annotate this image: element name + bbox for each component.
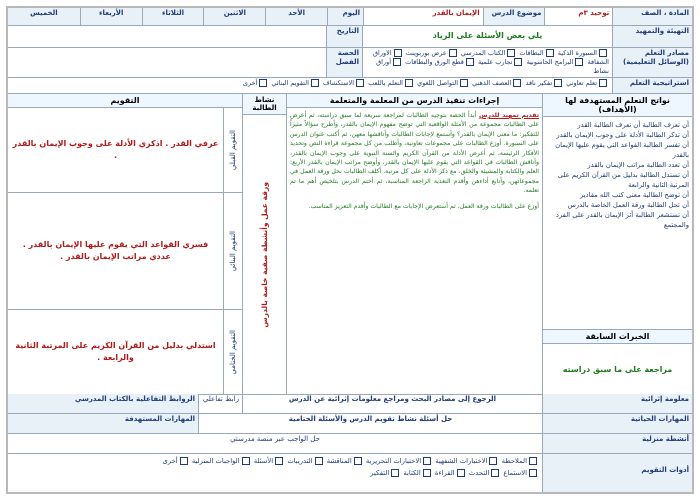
res-item[interactable]: الاوراق الشفافة bbox=[373, 49, 609, 66]
main-body bbox=[8, 94, 692, 395]
tool-item[interactable]: التحدث bbox=[469, 469, 501, 477]
tool-item[interactable]: الاختبارات الشفهية bbox=[435, 457, 499, 465]
info-row bbox=[8, 394, 692, 414]
checkbox-icon bbox=[405, 79, 413, 87]
checkbox-icon bbox=[457, 469, 465, 477]
resources-subtitle: (الوسائل التعليمية) bbox=[623, 58, 689, 66]
strat-item[interactable]: تعلم تعاوني bbox=[566, 79, 609, 87]
topic-label: موضوع الدرس bbox=[483, 8, 545, 25]
interactive-link[interactable]: رابط تفاعلي bbox=[202, 395, 239, 403]
objectives-list bbox=[543, 117, 692, 329]
resources-row bbox=[8, 48, 692, 78]
skills-label: المهارات المستهدفة bbox=[8, 414, 198, 433]
checkbox-icon bbox=[507, 49, 515, 57]
checkbox-icon bbox=[391, 469, 399, 477]
period-labels bbox=[326, 48, 362, 77]
strat-item[interactable]: العصف الذهني bbox=[472, 79, 523, 87]
procedures-column bbox=[286, 94, 542, 394]
checkbox-icon bbox=[394, 49, 402, 57]
intro-row bbox=[8, 26, 692, 48]
tool-item[interactable]: التدريبات bbox=[287, 457, 324, 465]
day-tue: الثلاثاء bbox=[142, 8, 204, 25]
tool-item[interactable]: الكتابة bbox=[403, 469, 432, 477]
grade-value: توحيد ٣م bbox=[544, 8, 612, 25]
day-wed: الأربعاء bbox=[80, 8, 142, 25]
activity-header: نشاط الطالبة bbox=[243, 94, 286, 115]
strat-item[interactable]: التقويم البنائي bbox=[271, 79, 321, 87]
tool-item[interactable]: التفكير bbox=[370, 469, 401, 477]
eval-mid-label: التقويم البنائي bbox=[229, 230, 237, 272]
activity-column bbox=[242, 94, 286, 394]
info-value: الرجوع إلى مصادر البحث ومراجع معلومات إثرائية عن الدرس bbox=[242, 394, 542, 413]
res-item[interactable]: أوراق نشاط bbox=[376, 58, 609, 75]
strategy-list bbox=[8, 78, 612, 93]
eval-pre bbox=[8, 108, 242, 193]
eval-tools-row bbox=[8, 454, 692, 492]
res-item[interactable]: السبورة الذكية bbox=[558, 49, 609, 57]
topic-value: الإيمان بالقدر bbox=[363, 8, 483, 25]
eval-post-text: استدلي بدليل من القرآن الكريم على المرتبة الثانية والرابعة . bbox=[15, 341, 216, 363]
eval-pre-label: التقويم القبلي bbox=[229, 129, 237, 170]
objectives-column bbox=[542, 94, 692, 394]
checkbox-icon bbox=[491, 469, 499, 477]
checkbox-icon bbox=[489, 457, 497, 465]
eval-mid bbox=[8, 193, 242, 311]
checkbox-icon bbox=[449, 49, 457, 57]
objective-item: أن تعدد الطالبة مراتب الإيمان بالقدر bbox=[587, 161, 689, 169]
date-label: التاريخ bbox=[326, 26, 362, 47]
date-cells bbox=[8, 26, 326, 47]
checkbox-icon bbox=[554, 79, 562, 87]
eval-pre-text: عرفي القدر . اذكري الأدلة على وجوب الإيمان بالقدر . bbox=[12, 138, 219, 160]
checkbox-icon bbox=[599, 79, 607, 87]
day-sun: الأحد bbox=[265, 8, 327, 25]
objective-item: أن تستشعر الطالبة أثر الإيمان بالقدر على الفرد والمجتمع bbox=[555, 211, 689, 229]
link-cell bbox=[198, 394, 242, 413]
checkbox-icon bbox=[529, 469, 537, 477]
evaluation-header: التقويم bbox=[8, 94, 242, 108]
strategy-label: استراتيجية التعلم bbox=[612, 78, 692, 93]
checkbox-icon bbox=[466, 58, 474, 66]
objective-item: أن تذكر الطالبة الأدلة على وجوب الإيمان بالقدر bbox=[556, 131, 689, 139]
procedures-body bbox=[287, 108, 542, 394]
eval-tools-list bbox=[8, 454, 542, 492]
checkbox-icon bbox=[513, 79, 521, 87]
life-value: حل أسئلة نشاط تقويم الدرس والأسئلة الختامية bbox=[198, 414, 542, 433]
subject-label: المادة ، الصف bbox=[612, 8, 692, 25]
checkbox-icon bbox=[356, 79, 364, 87]
tool-item[interactable]: الاختبارات التحريرية bbox=[366, 457, 433, 465]
objective-item: أن تعرف الطالبة أن تعرف الطالبة القدر bbox=[577, 121, 689, 129]
checkbox-icon bbox=[423, 469, 431, 477]
eval-pre-label-cell bbox=[223, 108, 242, 192]
class-label: الفصل bbox=[335, 58, 359, 66]
life-row bbox=[8, 414, 692, 434]
tool-item[interactable]: الاستماع bbox=[503, 469, 539, 477]
res-item[interactable]: تجارب علمية bbox=[478, 58, 525, 66]
res-item[interactable]: البطاقات bbox=[519, 49, 555, 57]
checkbox-icon bbox=[546, 49, 554, 57]
homework-value: حل الواجب عبر منصة مدرستي bbox=[230, 435, 320, 443]
strategy-row bbox=[8, 78, 692, 94]
info-label: معلومة إثرائية bbox=[542, 394, 692, 413]
objective-item: أن توضح الطالبة معنى كتب الله مقادير bbox=[579, 191, 689, 199]
checkbox-icon bbox=[393, 58, 401, 66]
checkbox-icon bbox=[514, 58, 522, 66]
checkbox-icon bbox=[575, 58, 583, 66]
resources-list bbox=[362, 48, 612, 77]
tool-item[interactable]: المناقشة bbox=[327, 457, 364, 465]
eval-mid-text: فسري القواعد التي يقوم عليها الإيمان بالقدر . عددي مراتب الإيمان بالقدر . bbox=[22, 240, 209, 261]
prior-text: مراجعة على ما سبق دراسته bbox=[562, 364, 673, 374]
checkbox-icon bbox=[180, 457, 188, 465]
res-item[interactable]: عرض بوربوينت bbox=[406, 49, 459, 57]
eval-tools-label: أدوات التقويم bbox=[542, 454, 692, 492]
procedure-end: أوزع على الطالبات ورقة العمل، ثم أستعرض الإجابات مع الطالبات وأقدم التعزيز المناسب. bbox=[308, 202, 539, 210]
eval-post bbox=[8, 310, 242, 394]
strat-item[interactable]: أخرى bbox=[243, 79, 270, 87]
tool-item[interactable]: الأسئلة bbox=[254, 457, 285, 465]
objective-item: أن تستدل الطالبة بدليل من القرآن الكريم على المرتبة الثانية والرابعة bbox=[557, 171, 689, 189]
strat-item[interactable]: الاستكشاف bbox=[323, 79, 366, 87]
tool-item[interactable]: الملاحظة bbox=[502, 457, 539, 465]
procedure-text: أبدأ الحصة بتوجيه الطالبات لمراجعة سريعة لما سبق دراسته، ثم أعرض على الطالبات مجموعة من الأمثلة الواقعية التي توضح مفهوم الإيمان بالقدر، وأطرح سؤالاً مثيراً للتفكير: ما معنى الإيمان بالقدر؟ وأستمع لإجابات الطالبات وأناقشها معهن، ثم أكتب عنوان الدرس على السبورة. أوزع الطالبات على مجموعات تعاونية، وأطلب من كل مجموعة قراءة النص وتحديد الأفكار الرئيسة، ثم أعرض الأدلة من القرآن الكريم والسنة النبوية على وجوب الإيمان بالقدر، وأناقش الطالبات في القواعد التي يقوم عليها الإيمان بالقدر، وأوضح مراتب الإيمان بالقدر الأربع: العلم والكتابة والمشيئة والخلق، مع ذكر الأدلة على كل مرتبة. أكلف الطالبات بحل ورقة العمل في مجموعاتهن، وأتابع أداءهن وأقدم التغذية الراجعة المناسبة، ثم أختم الدرس بتلخيص أهم ما تم تعلمه. bbox=[290, 112, 539, 195]
checkbox-icon bbox=[423, 457, 431, 465]
activity-text: ورقة عمل وأنشطة صفية خاصة بالدرس bbox=[260, 181, 269, 328]
activity-body bbox=[243, 115, 286, 394]
objective-item: أن تحل الطالبة ورقة العمل الخاصة بالدرس bbox=[567, 201, 689, 209]
day-mon: الاثنين bbox=[203, 8, 265, 25]
checkbox-icon bbox=[259, 79, 267, 87]
procedure-intro: تقديم تمهيد للدرس bbox=[478, 112, 540, 119]
period-label: الحصة bbox=[337, 49, 359, 57]
tool-item[interactable]: أخرى bbox=[163, 457, 190, 465]
intro-note: يلي بعض الأسئلة على الرياد bbox=[362, 26, 612, 47]
res-item[interactable]: البرامج الحاسوبية bbox=[527, 58, 586, 66]
life-label: المهارات الحياتية bbox=[542, 414, 692, 433]
homework-label: أنشطة منزلية bbox=[542, 434, 692, 453]
strat-item[interactable]: تفكير ناقد bbox=[526, 79, 565, 87]
objectives-header: نواتج التعلم المستهدفة لها (الأهداف) bbox=[543, 94, 692, 117]
checkbox-icon bbox=[311, 79, 319, 87]
header-row bbox=[8, 8, 692, 26]
res-item[interactable]: الكتاب المدرسي bbox=[461, 49, 517, 57]
strat-item[interactable]: التعلم باللعب bbox=[368, 79, 415, 87]
resources-title: مصادر التعلم bbox=[644, 49, 689, 57]
checkbox-icon bbox=[275, 457, 283, 465]
checkbox-icon bbox=[354, 457, 362, 465]
checkbox-icon bbox=[599, 49, 607, 57]
day-label: اليوم bbox=[327, 8, 363, 25]
evaluation-body bbox=[8, 108, 242, 394]
procedures-header: إجراءات تنفيذ الدرس من المعلمة والمتعلمة bbox=[287, 94, 542, 108]
eval-mid-label-cell bbox=[223, 193, 242, 310]
checkbox-icon bbox=[242, 457, 250, 465]
intro-label: التهيئة والتمهيد bbox=[612, 26, 692, 47]
tool-item[interactable]: القراءة bbox=[435, 469, 467, 477]
day-thu: الخميس bbox=[8, 8, 80, 25]
resources-label bbox=[612, 48, 692, 77]
links-label: الروابط التفاعلية بالكتاب المدرسي bbox=[8, 394, 198, 413]
res-item[interactable]: قطع الورق والبطاقات bbox=[405, 58, 476, 66]
lesson-plan bbox=[6, 6, 694, 494]
eval-post-label-cell bbox=[223, 310, 242, 394]
prior-header: الخبرات السابقة bbox=[543, 329, 692, 344]
checkbox-icon bbox=[315, 457, 323, 465]
checkbox-icon bbox=[460, 79, 468, 87]
strat-item[interactable]: التواصل اللغوي bbox=[417, 79, 470, 87]
checkbox-icon bbox=[529, 457, 537, 465]
evaluation-column bbox=[8, 94, 242, 394]
eval-post-label: التقويم الختامي bbox=[229, 329, 237, 375]
tool-item[interactable]: الواجبات المنزلية bbox=[192, 457, 252, 465]
period-cells bbox=[8, 48, 326, 77]
objective-item: أن تفسر الطالبة القواعد التي يقوم عليها الإيمان بالقدر bbox=[555, 141, 689, 159]
homework-row bbox=[8, 434, 692, 454]
